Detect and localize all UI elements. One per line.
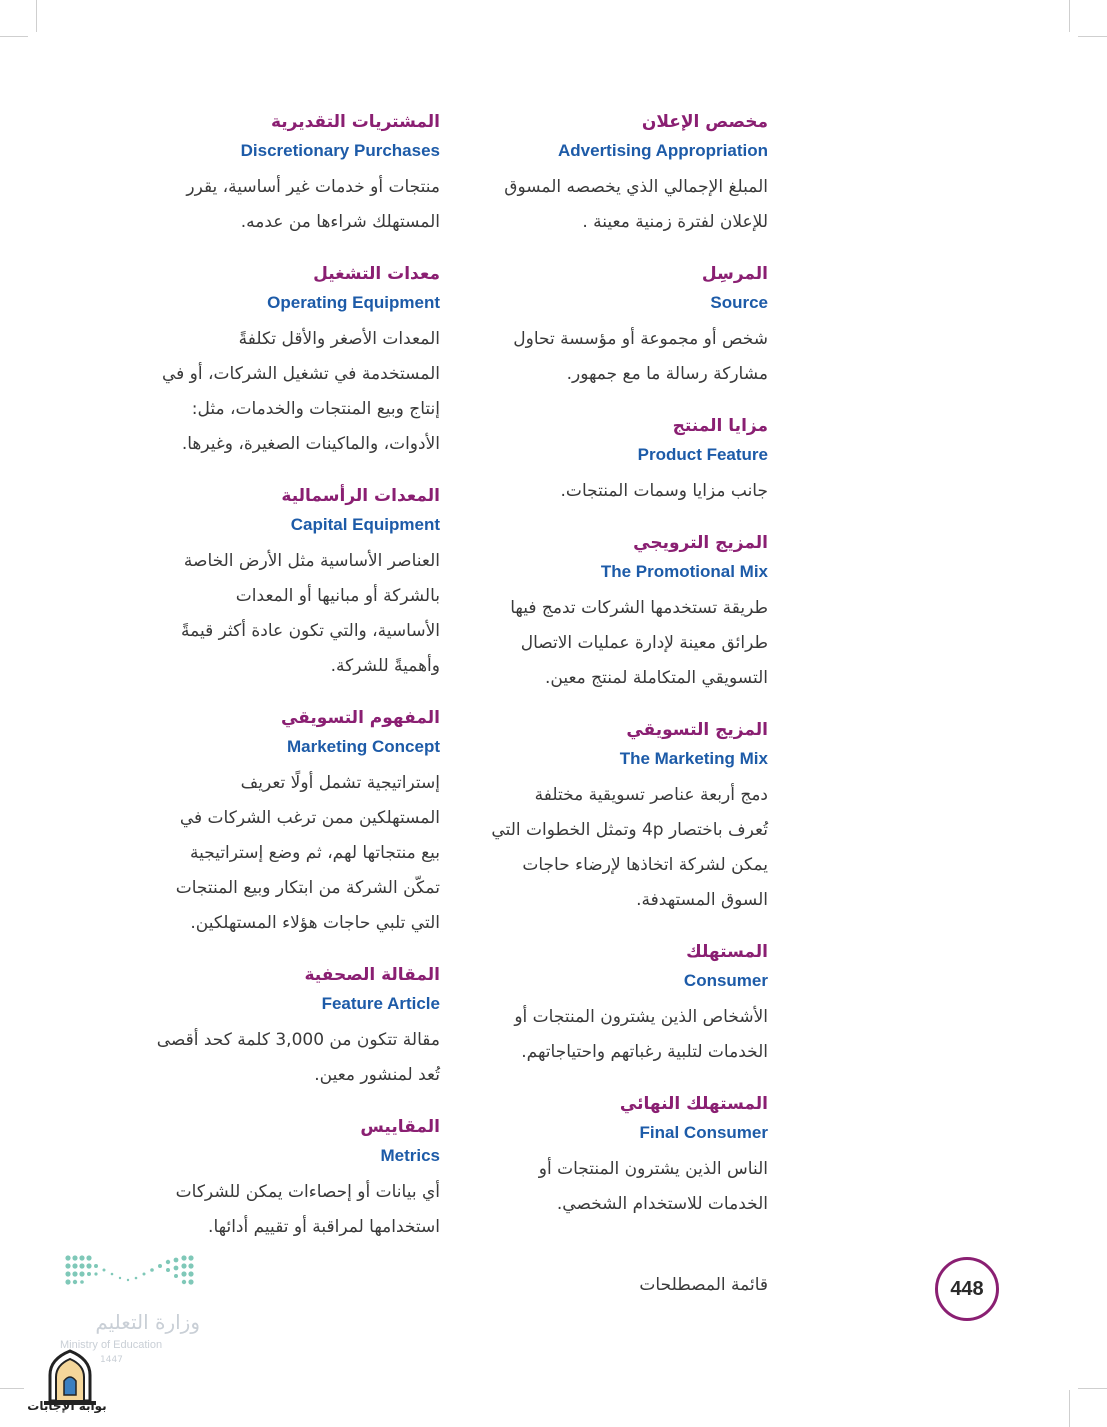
- dots-pattern-icon: [60, 1250, 200, 1295]
- term-gap: [120, 684, 440, 704]
- definition-line: المستخدمة في تشغيل الشركات، أو في: [161, 364, 440, 384]
- term-arabic: معدات التشغيل: [313, 264, 440, 284]
- term-arabic: المقاييس: [360, 1117, 440, 1137]
- glossary-term: [120, 961, 440, 1093]
- glossary-term: [448, 716, 768, 918]
- term-definition: [120, 1175, 440, 1245]
- term-english: Marketing Concept: [286, 737, 440, 756]
- term-definition: [448, 591, 768, 696]
- definition-line: دمج أربعة عناصر تسويقية مختلفة: [534, 785, 768, 805]
- definition-line: السوق المستهدفة.: [636, 890, 768, 910]
- page-number-text: 448: [950, 1277, 984, 1300]
- definition-line: طرائق معينة لإدارة عمليات الاتصال: [520, 633, 768, 653]
- definition-line: تُعرف باختصار 4p وتمثل الخطوات التي: [491, 820, 768, 840]
- term-english: The Marketing Mix: [619, 749, 768, 768]
- definition-line: التسويقي المتكاملة لمنتج معين.: [545, 668, 768, 688]
- definition-line: تمكّن الشركة من ابتكار وبيع المنتجات: [175, 878, 440, 898]
- ministry-name-ar: وزارة التعليم: [95, 1310, 200, 1334]
- definition-line: جانب مزايا وسمات المنتجات.: [560, 481, 768, 501]
- term-arabic: المرسِل: [701, 264, 768, 284]
- term-arabic: المعدات الرأسمالية: [281, 486, 440, 506]
- definition-line: طريقة تستخدمها الشركات تدمج فيها: [510, 598, 768, 618]
- definition-line: الأشخاص الذين يشترون المنتجات أو: [514, 1007, 768, 1027]
- glossary-term: [120, 482, 440, 684]
- term-gap: [120, 462, 440, 482]
- definition-line: مشاركة رسالة ما مع جمهور.: [566, 364, 768, 384]
- definition-line: الخدمات لتلبية رغباتهم واحتياجاتهم.: [521, 1042, 768, 1062]
- glossary-term: [120, 108, 440, 240]
- term-gap: [448, 696, 768, 716]
- term-arabic: مزايا المنتج: [672, 416, 768, 436]
- crop-mark: [1069, 0, 1070, 32]
- term-gap: [448, 918, 768, 938]
- glossary-term: [448, 1090, 768, 1222]
- term-definition: [120, 1023, 440, 1093]
- glossary-term: [448, 260, 768, 392]
- mosque-lamp-icon: [28, 1345, 112, 1427]
- definition-line: إستراتيجية تشمل أولًا تعريف: [240, 773, 440, 793]
- term-arabic: المقالة الصحفية: [304, 965, 440, 985]
- term-gap: [120, 240, 440, 260]
- term-arabic: المفهوم التسويقي: [280, 708, 440, 728]
- definition-line: المستهلك شراءها من عدمه.: [240, 212, 440, 232]
- definition-line: التي تلبي حاجات هؤلاء المستهلكين.: [190, 913, 440, 933]
- definition-line: أي بيانات أو إحصاءات يمكن للشركات: [175, 1182, 440, 1202]
- definition-line: إنتاج وبيع المنتجات والخدمات، مثل:: [191, 399, 440, 419]
- term-definition: [120, 544, 440, 684]
- term-gap: [448, 240, 768, 260]
- definition-line: الناس الذين يشترون المنتجات أو: [538, 1159, 768, 1179]
- term-english: Advertising Appropriation: [558, 141, 768, 160]
- watermark-text: بوابة الإجابات: [27, 1399, 107, 1413]
- term-english: Consumer: [683, 971, 768, 990]
- crop-mark: [0, 36, 28, 37]
- definition-line: وأهميةً للشركة.: [330, 656, 440, 676]
- definition-line: بالشركة أو مبانيها أو المعدات: [235, 586, 440, 606]
- definition-line: مقالة تتكون من 3,000 كلمة كحد أقصى: [156, 1030, 440, 1050]
- page-number: [935, 1257, 999, 1321]
- crop-mark: [1078, 1388, 1107, 1389]
- term-gap: [448, 1070, 768, 1090]
- definition-line: العناصر الأساسية مثل الأرض الخاصة: [183, 551, 440, 571]
- definition-line: المبلغ الإجمالي الذي يخصصه المسوق: [504, 177, 768, 197]
- glossary-term: [120, 704, 440, 941]
- section-title: قائمة المصطلحات: [639, 1275, 768, 1295]
- ministry-dots-logo-icon: [60, 1250, 200, 1295]
- term-arabic: المستهلك: [686, 942, 768, 962]
- definition-line: المستهلكين ممن ترغب الشركات في: [179, 808, 440, 828]
- definition-line: بيع منتجاتها لهم، ثم وضع إستراتيجية: [189, 843, 440, 863]
- glossary-term: [448, 412, 768, 509]
- definition-line: يمكن لشركة اتخاذها لإرضاء حاجات: [522, 855, 768, 875]
- definition-line: الخدمات للاستخدام الشخصي.: [556, 1194, 768, 1214]
- crop-mark: [0, 1388, 24, 1389]
- term-definition: [120, 322, 440, 462]
- ministry-year: 1447: [100, 1355, 123, 1365]
- term-definition: [448, 170, 768, 240]
- glossary-term: [120, 1113, 440, 1245]
- definition-line: المعدات الأصغر والأقل تكلفةً: [238, 329, 440, 349]
- term-english: The Promotional Mix: [600, 562, 768, 581]
- term-english: Source: [710, 293, 768, 312]
- term-gap: [448, 392, 768, 412]
- term-arabic: المستهلك النهائي: [619, 1094, 768, 1114]
- term-gap: [120, 1093, 440, 1113]
- term-english: Capital Equipment: [290, 515, 440, 534]
- term-definition: [448, 1000, 768, 1070]
- crop-mark: [1078, 36, 1107, 37]
- term-english: Discretionary Purchases: [240, 141, 440, 160]
- ministry-name-en: Ministry of Education: [60, 1339, 163, 1351]
- term-english: Final Consumer: [639, 1123, 768, 1142]
- crop-mark: [1069, 1390, 1070, 1427]
- term-definition: [448, 322, 768, 392]
- glossary-term: [120, 260, 440, 462]
- term-arabic: المشتريات التقديرية: [270, 112, 440, 132]
- term-definition: [448, 474, 768, 509]
- definition-line: الأدوات، والماكينات الصغيرة، وغيرها.: [181, 434, 440, 454]
- definition-line: تُعد لمنشور معين.: [314, 1065, 440, 1085]
- term-arabic: المزيج التسويقي: [626, 720, 768, 740]
- crop-mark: [36, 0, 37, 32]
- term-definition: [448, 1152, 768, 1222]
- term-gap: [448, 509, 768, 529]
- definition-line: للإعلان لفترة زمنية معينة .: [582, 212, 768, 232]
- term-definition: [448, 778, 768, 918]
- glossary-term: [448, 529, 768, 696]
- glossary-column-right: [448, 108, 768, 1222]
- term-arabic: المزيج الترويجي: [633, 533, 768, 553]
- term-arabic: مخصص الإعلان: [641, 112, 768, 132]
- definition-line: استخدامها لمراقبة أو تقييم أدائها.: [208, 1217, 440, 1237]
- term-english: Operating Equipment: [267, 293, 440, 312]
- term-gap: [120, 941, 440, 961]
- definition-line: منتجات أو خدمات غير أساسية، يقرر: [186, 177, 440, 197]
- term-english: Product Feature: [637, 445, 768, 464]
- term-english: Feature Article: [321, 994, 440, 1013]
- definition-line: شخص أو مجموعة أو مؤسسة تحاول: [513, 329, 768, 349]
- glossary-column-left: [120, 108, 440, 1245]
- glossary-term: [448, 938, 768, 1070]
- definition-line: الأساسية، والتي تكون عادة أكثر قيمةً: [181, 621, 440, 641]
- term-definition: [120, 170, 440, 240]
- glossary-term: [448, 108, 768, 240]
- term-english: Metrics: [380, 1146, 440, 1165]
- term-definition: [120, 766, 440, 941]
